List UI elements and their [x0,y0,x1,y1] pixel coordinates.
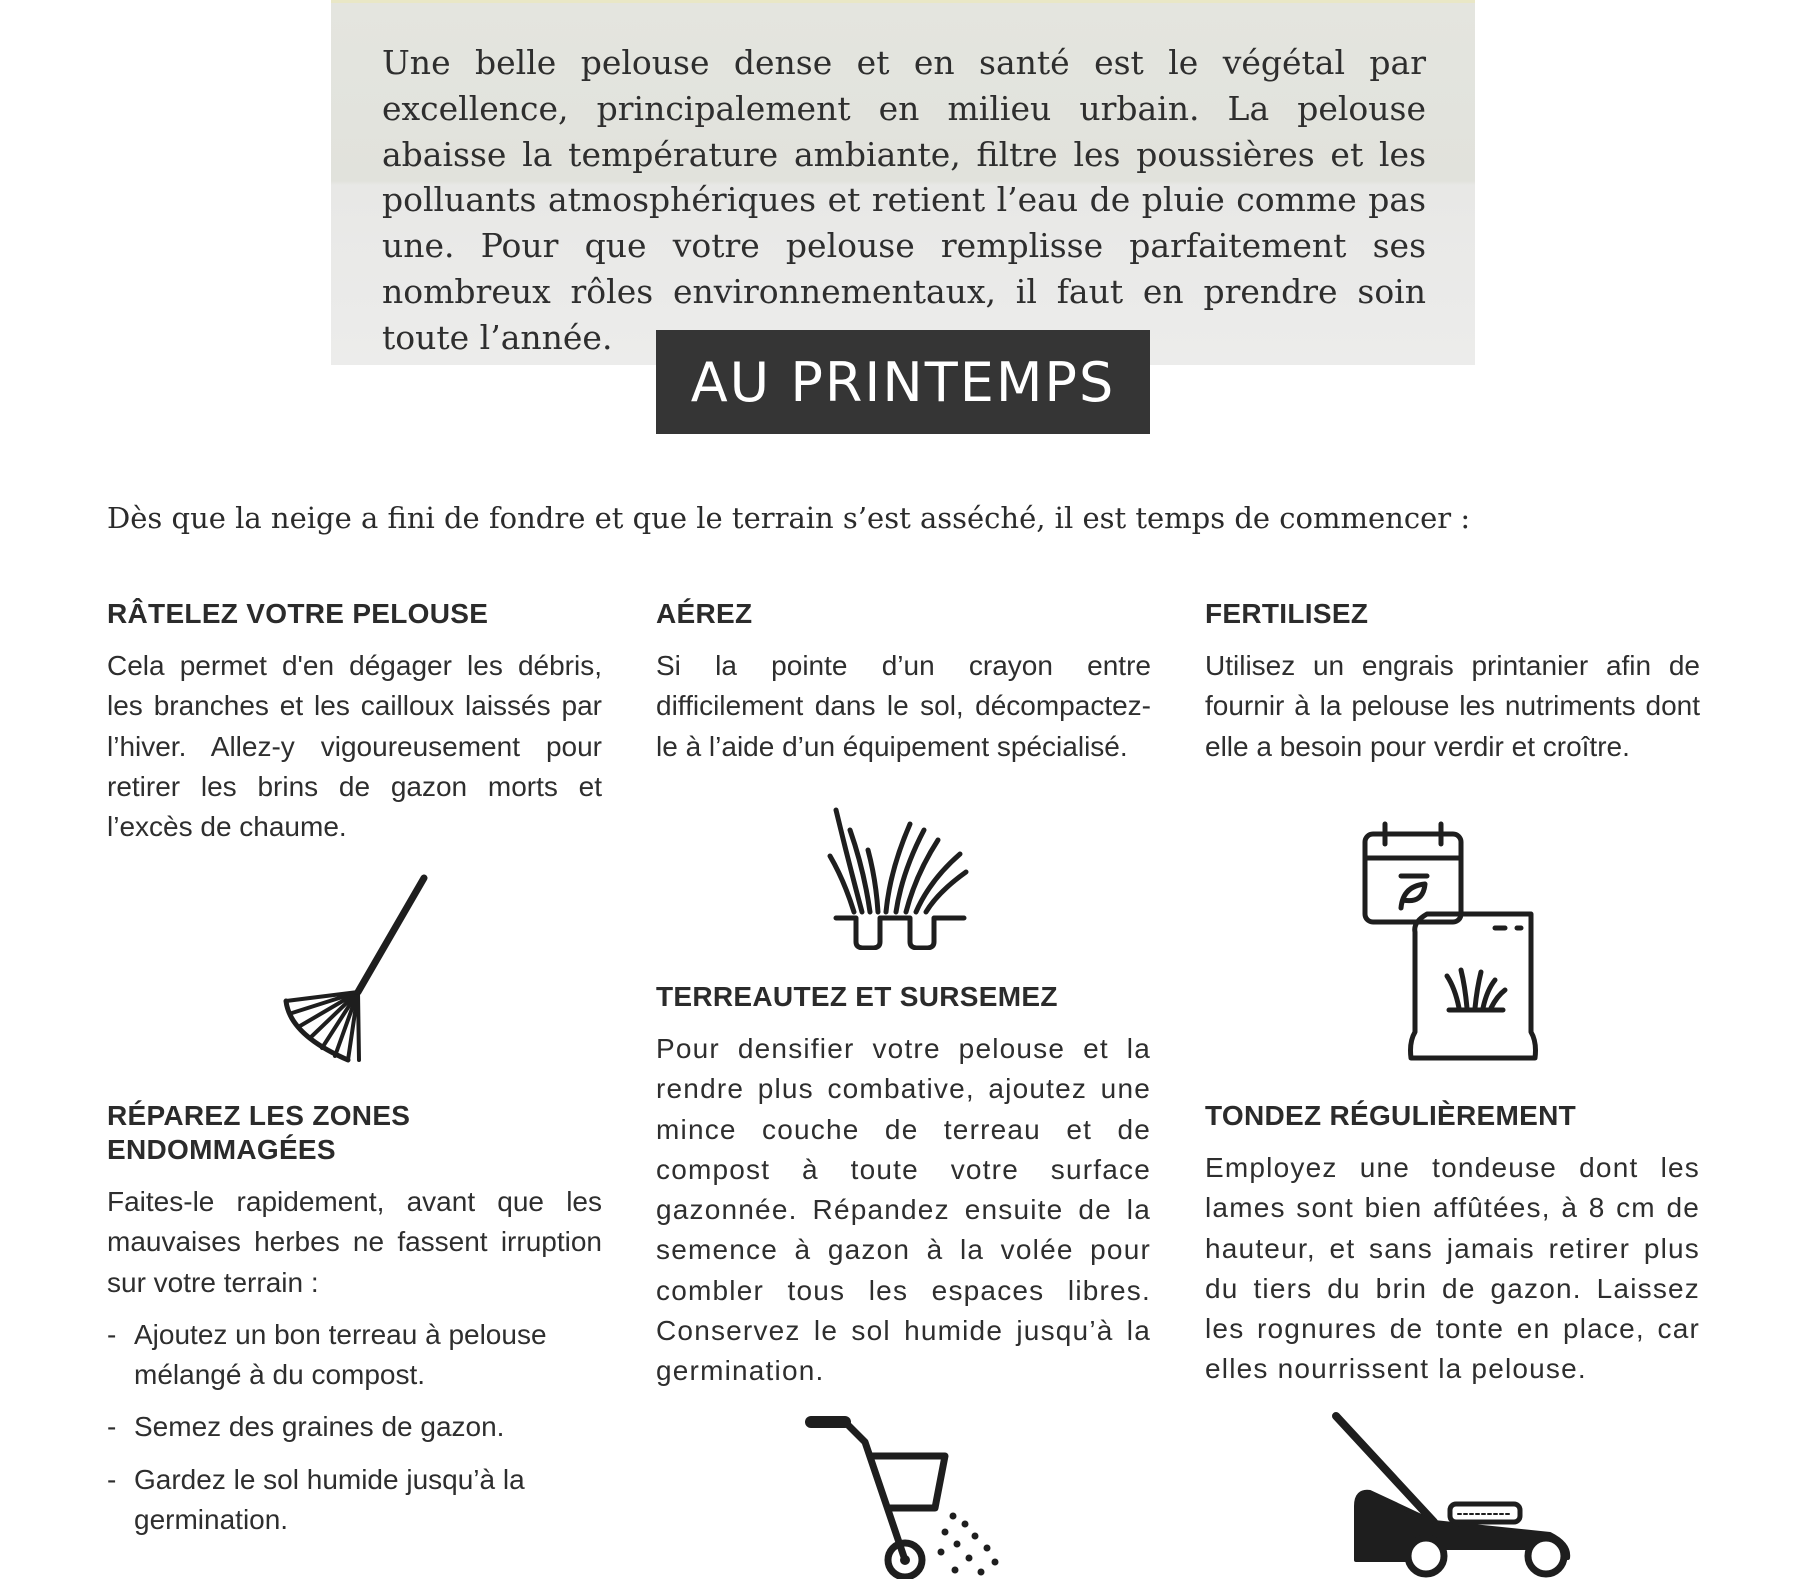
lead-sentence: Dès que la neige a fini de fondre et que le terrain s’est asséché, il est temps de commencer : [107,501,1471,535]
section-reparez [107,1099,602,1552]
section-text: Utilisez un engrais printanier afin de fournir à la pelouse les nutriments dont elle a besoin pour verdir et croître. [1205,650,1700,762]
section-text: Cela permet d'en dégager les débris, les branches et les cailloux laissés par l’hiver. Allez-y vigoureusement pour retirer les brins de gazon morts et l’excès de chaume. [107,650,602,843]
rake-icon [270,870,440,1070]
list-item [107,1315,577,1396]
section-text: Employez une tondeuse dont les lames sont bien affûtées, à 8 cm de hauteur, et sans jamais retirer plus du tiers du brin de gazon. Laissez les rognures de tonte en place, car elles nourrissent la pelouse. [1205,1152,1700,1385]
bullet-dash: - [107,1318,117,1350]
section-fertilisez [1205,597,1700,767]
section-title: TERREAUTEZ ET SURSEMEZ [656,981,1058,1012]
section-text: Faites-le rapidement, avant que les mauvaises herbes ne fassent irruption sur votre terrain : [107,1186,602,1298]
bullet-list [107,1315,577,1540]
lawn-mower-icon [1330,1410,1580,1579]
list-item-text: Gardez le sol humide jusqu’à la germination. [134,1463,525,1536]
list-item [107,1407,577,1447]
bullet-dash: - [107,1411,117,1443]
fertilizer-bag-calendar-icon [1355,820,1555,1070]
list-item-text: Ajoutez un bon terreau à pelouse mélangé à du compost. [134,1318,547,1391]
section-title: TONDEZ RÉGULIÈREMENT [1205,1100,1577,1131]
bullet-dash: - [107,1463,117,1495]
section-ratelez [107,597,602,847]
section-text: Si la pointe d’un crayon entre difficilement dans le sol, décompactez-le à l’aide d’un équipement spécialisé. [656,650,1151,762]
list-item [107,1460,554,1541]
section-terreautez [656,980,1151,1392]
section-title: AÉREZ [656,598,753,629]
section-tondez [1205,1099,1700,1390]
section-title: FERTILISEZ [1205,598,1369,629]
seed-spreader-icon [805,1412,1005,1579]
list-item-text: Semez des graines de gazon. [134,1411,505,1443]
section-aerez [656,597,1151,767]
section-text: Pour densifier votre pelouse et la rendre plus combative, ajoutez une mince couche de terreau et de compost à toute votre surface gazonnée. Répandez ensuite de la semence à gazon à la volée pour combler tous les espaces libres. Conservez le sol humide jusqu’à la germination. [656,1033,1151,1387]
season-banner: AU PRINTEMPS [656,330,1150,434]
grass-aerator-icon [820,800,980,950]
section-title: RÂTELEZ VOTRE PELOUSE [107,598,489,629]
section-title: RÉPAREZ LES ZONES ENDOMMAGÉES [107,1100,411,1165]
intro-paragraph: Une belle pelouse dense et en santé est le végétal par excellence, principalement en milieu urbain. La pelouse abaisse la température ambiante, filtre les poussières et les polluants atmosphériques et retient l’eau de pluie comme pas une. Pour que votre pelouse remplisse parfaitement ses nombreux rôles environnementaux, il faut en prendre soin toute l’année. [382,43,1426,357]
